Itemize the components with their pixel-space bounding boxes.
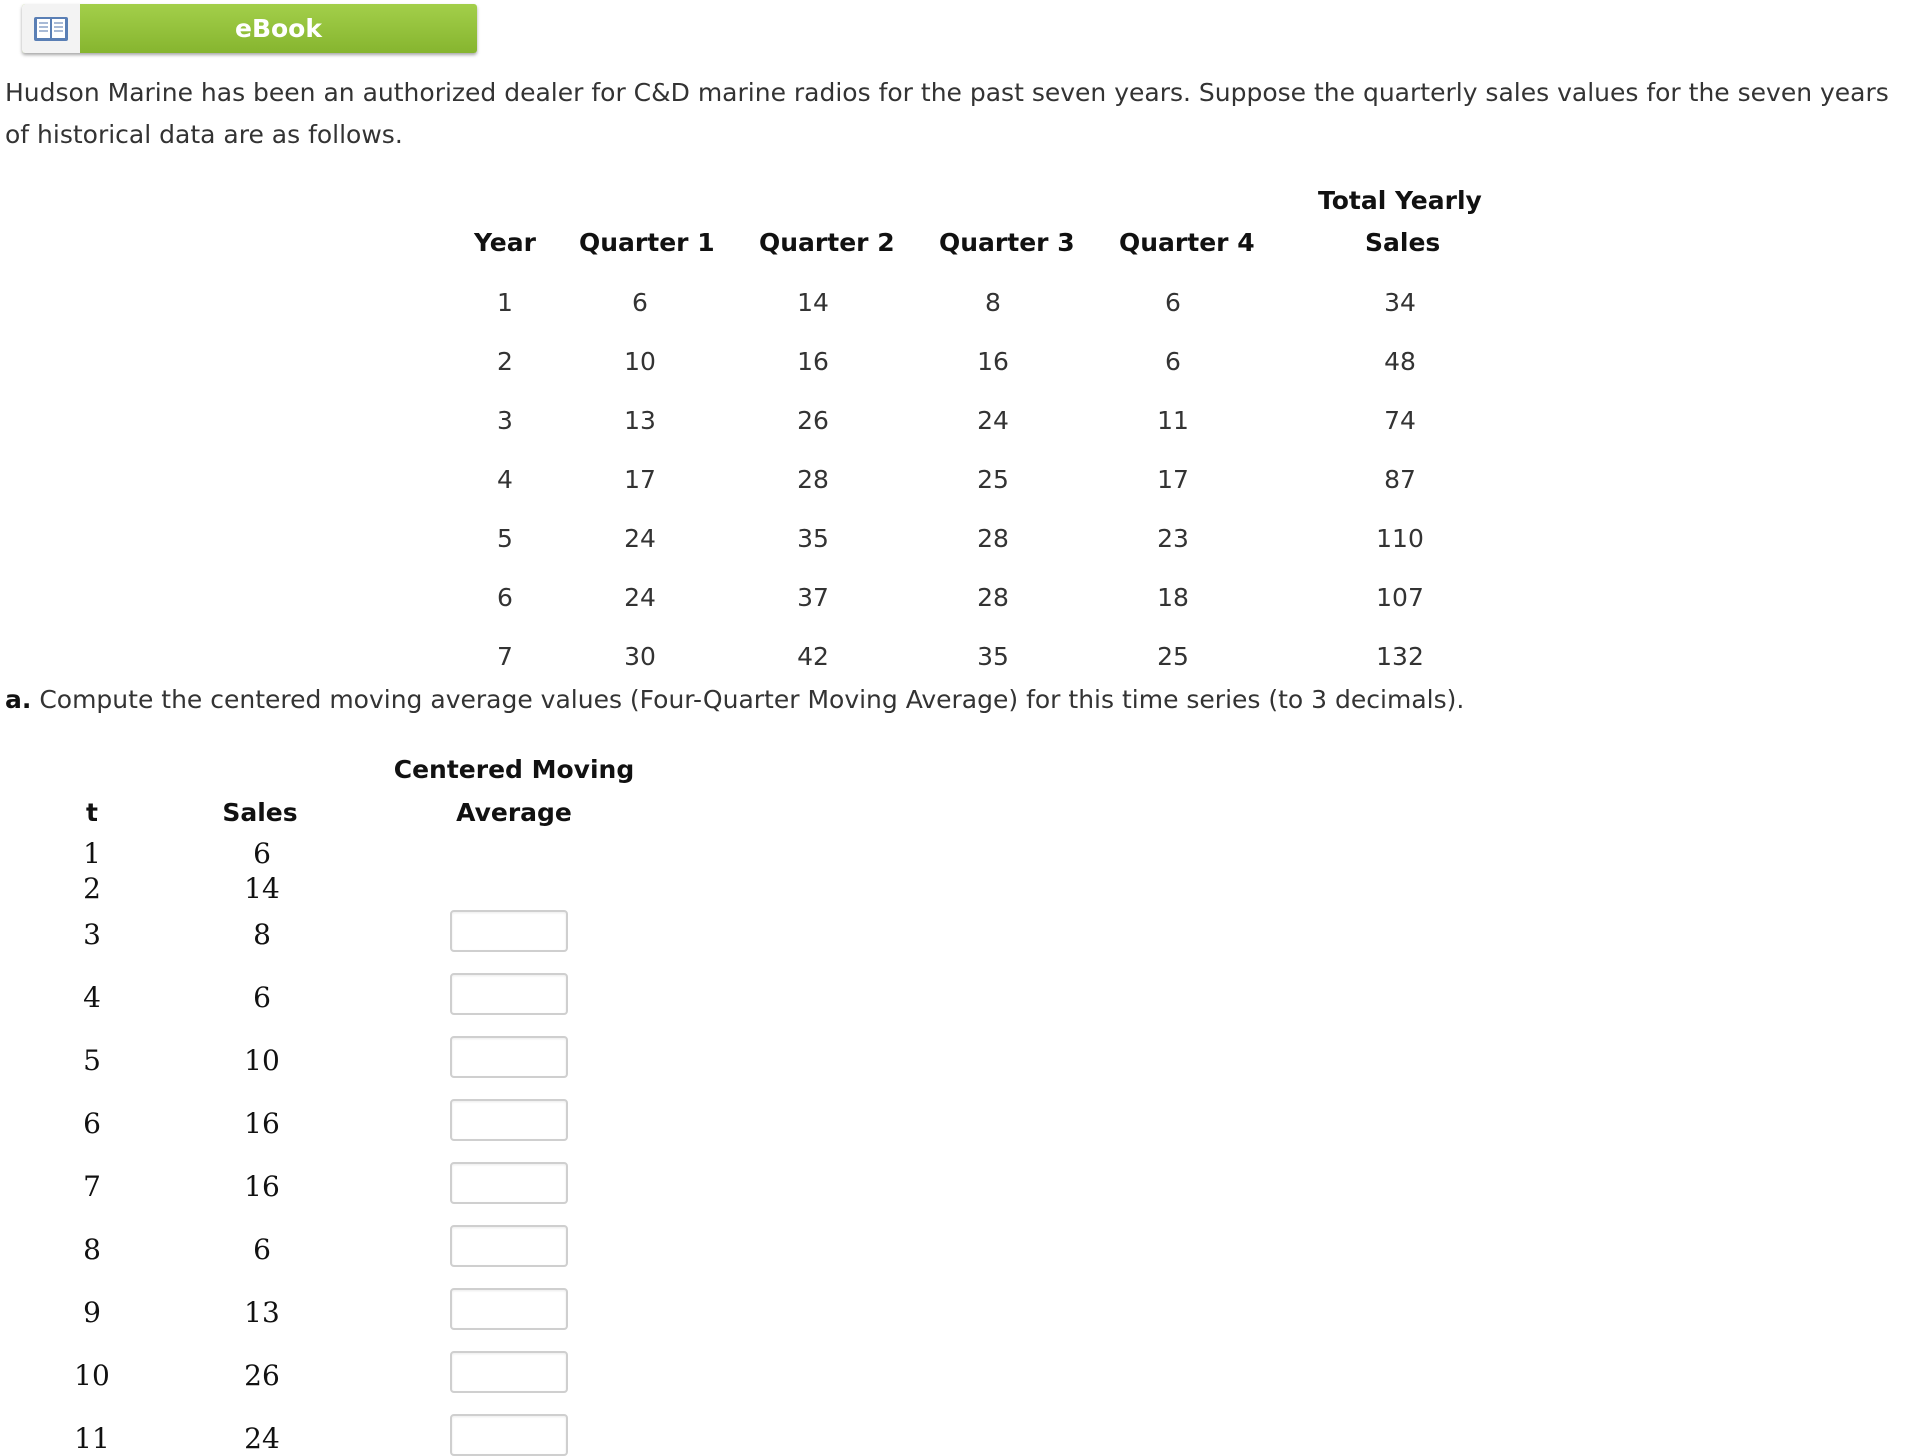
cell-q3: 25: [977, 465, 1009, 494]
cell-q4: 23: [1157, 524, 1189, 553]
cell-year: 2: [497, 347, 513, 376]
cell-q4: 18: [1157, 583, 1189, 612]
cell-q1: 30: [624, 642, 656, 671]
cell-q4: 6: [1165, 288, 1181, 317]
header-quarter-1: Quarter 1: [579, 228, 715, 257]
cell-t: 2: [83, 872, 101, 905]
cma-answer-input[interactable]: [450, 1414, 568, 1456]
cell-total: 34: [1384, 288, 1416, 317]
cell-q3: 8: [985, 288, 1001, 317]
cell-q1: 13: [624, 406, 656, 435]
cma-answer-input[interactable]: [450, 1036, 568, 1078]
cell-q4: 6: [1165, 347, 1181, 376]
cell-q1: 17: [624, 465, 656, 494]
cell-q1: 24: [624, 524, 656, 553]
cell-t: 6: [83, 1107, 101, 1140]
cell-q2: 14: [797, 288, 829, 317]
ebook-icon-box: [22, 4, 80, 53]
cell-q1: 10: [624, 347, 656, 376]
cell-q2: 28: [797, 465, 829, 494]
question-a: [5, 685, 1464, 714]
cell-q4: 17: [1157, 465, 1189, 494]
header-sales: Sales: [222, 798, 298, 827]
cell-q2: 35: [797, 524, 829, 553]
cell-year: 4: [497, 465, 513, 494]
header-cma-line2: Average: [456, 798, 572, 827]
cell-q2: 16: [797, 347, 829, 376]
header-total-line2: Sales: [1365, 228, 1441, 257]
cell-sales: 10: [244, 1044, 280, 1077]
cell-t: 10: [74, 1359, 110, 1392]
cell-sales: 16: [244, 1170, 280, 1203]
cell-sales: 24: [244, 1422, 280, 1455]
cell-q4: 11: [1157, 406, 1189, 435]
cell-t: 4: [83, 981, 101, 1014]
intro-text: Hudson Marine has been an authorized dealer for C&D marine radios for the past seven years. Suppose the quarterly sales values for the seven years of historical data are as follows.: [5, 78, 1889, 149]
cell-sales: 6: [253, 837, 271, 870]
question-a-label: a.: [5, 685, 32, 714]
header-cma-line1: Centered Moving: [393, 755, 635, 784]
header-year: Year: [474, 228, 536, 257]
cell-q2: 26: [797, 406, 829, 435]
cell-q2: 37: [797, 583, 829, 612]
cell-total: 110: [1376, 524, 1424, 553]
cell-total: 87: [1384, 465, 1416, 494]
cell-sales: 13: [244, 1296, 280, 1329]
cell-q3: 24: [977, 406, 1009, 435]
cell-total: 107: [1376, 583, 1424, 612]
cell-q1: 6: [632, 288, 648, 317]
book-icon: [33, 16, 69, 42]
cell-sales: 14: [244, 872, 280, 905]
cell-t: 3: [83, 918, 101, 951]
ebook-label: eBook: [235, 14, 322, 43]
header-t: t: [86, 798, 98, 827]
cell-t: 8: [83, 1233, 101, 1266]
header-quarter-2: Quarter 2: [759, 228, 895, 257]
cell-year: 6: [497, 583, 513, 612]
cell-q3: 28: [977, 583, 1009, 612]
cell-year: 1: [497, 288, 513, 317]
cma-answer-input[interactable]: [450, 1225, 568, 1267]
header-total-line1: Total Yearly: [1318, 186, 1482, 215]
cell-sales: 16: [244, 1107, 280, 1140]
cell-q1: 24: [624, 583, 656, 612]
cma-answer-input[interactable]: [450, 1162, 568, 1204]
cma-answer-input[interactable]: [450, 1099, 568, 1141]
cell-t: 9: [83, 1296, 101, 1329]
cma-answer-input[interactable]: [450, 973, 568, 1015]
cell-total: 74: [1384, 406, 1416, 435]
ebook-button[interactable]: [22, 4, 477, 53]
header-quarter-4: Quarter 4: [1119, 228, 1255, 257]
cell-year: 3: [497, 406, 513, 435]
cell-sales: 26: [244, 1359, 280, 1392]
cell-q3: 16: [977, 347, 1009, 376]
cell-q2: 42: [797, 642, 829, 671]
cell-t: 1: [83, 837, 101, 870]
cell-sales: 6: [253, 981, 271, 1014]
cma-answer-input[interactable]: [450, 1288, 568, 1330]
cell-t: 11: [74, 1422, 110, 1455]
header-quarter-3: Quarter 3: [939, 228, 1075, 257]
cell-q3: 28: [977, 524, 1009, 553]
cell-total: 48: [1384, 347, 1416, 376]
cma-answer-input[interactable]: [450, 1351, 568, 1393]
cell-t: 5: [83, 1044, 101, 1077]
cell-year: 7: [497, 642, 513, 671]
cell-year: 5: [497, 524, 513, 553]
cell-q4: 25: [1157, 642, 1189, 671]
question-a-text: Compute the centered moving average values (Four-Quarter Moving Average) for this time series (to 3 decimals).: [31, 685, 1465, 714]
cell-sales: 8: [253, 918, 271, 951]
cell-t: 7: [83, 1170, 101, 1203]
cell-sales: 6: [253, 1233, 271, 1266]
cell-total: 132: [1376, 642, 1424, 671]
cell-q3: 35: [977, 642, 1009, 671]
cma-answer-input[interactable]: [450, 910, 568, 952]
